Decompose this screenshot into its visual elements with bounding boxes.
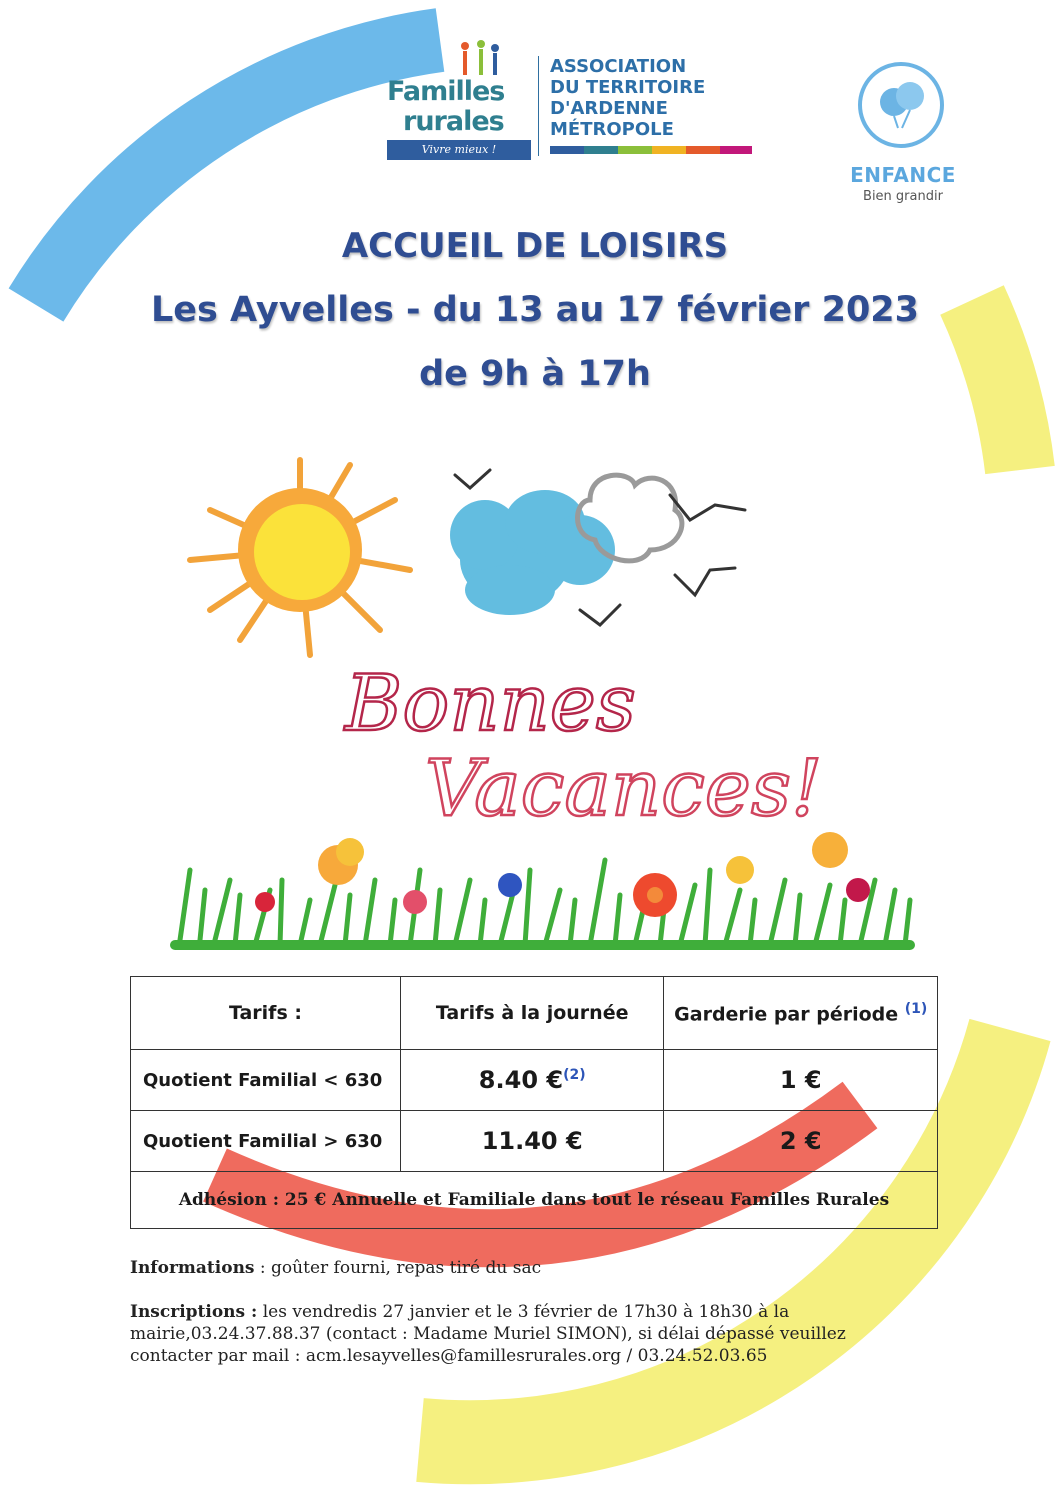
informations-label: Informations [130, 1258, 255, 1278]
row-label: Quotient Familial > 630 [131, 1111, 401, 1172]
page-title: ACCUEIL DE LOISIRS [341, 226, 729, 266]
table-row [131, 1111, 938, 1172]
adhesion-note: Adhésion : 25 € Annuelle et Familiale dans tout le réseau Familles Rurales [131, 1172, 938, 1229]
grass-icon [175, 860, 910, 945]
child-drawing [170, 440, 930, 980]
informations-text: : goûter fourni, repas tiré du sac [254, 1258, 542, 1278]
hours: de 9h à 17h [419, 354, 651, 394]
logo-divider [538, 56, 539, 156]
footnote-1: (1) [904, 1000, 928, 1017]
drawing-text-bonnes: Bonnes [345, 659, 636, 749]
row-garderie-price: 1 € [664, 1050, 938, 1111]
inscriptions-line-2: mairie,03.24.37.88.37 (contact : Madame Muriel SIMON), si délai dépassé veuillez [130, 1324, 846, 1344]
inscriptions-label: Inscriptions : [130, 1302, 258, 1322]
association-name [550, 56, 770, 140]
informations-paragraph [130, 1257, 930, 1279]
header-tarifs-label: Tarifs : [228, 1002, 302, 1024]
location-dates: Les Ayvelles - du 13 au 17 février 2023 [150, 290, 920, 330]
table-header-row [131, 977, 938, 1050]
row-day-price [400, 1050, 664, 1111]
header-journee [400, 977, 664, 1050]
sun-icon [190, 460, 410, 655]
inscriptions-line-1: les vendredis 27 janvier et le 3 février de 17h30 à 18h30 à la [257, 1302, 790, 1322]
association-line-2: DU TERRITOIRE [550, 77, 706, 98]
header-garderie-label: Garderie par période [674, 1003, 899, 1026]
badge-title: ENFANCE [850, 163, 956, 187]
inscriptions-paragraph [130, 1301, 930, 1367]
row-label: Quotient Familial < 630 [131, 1050, 401, 1111]
footnote-2: (2) [563, 1067, 586, 1083]
logo-slogan: Vivre mieux ! [387, 140, 531, 160]
day-price-value: 11.40 € [481, 1127, 583, 1155]
logo-word-rurales: rurales [403, 106, 504, 137]
balloons-icon [858, 62, 944, 148]
row-day-price [400, 1111, 664, 1172]
cloud-icon [450, 490, 615, 615]
familles-rurales-logo [385, 40, 545, 162]
drawing-text-vacances: Vacances! [425, 744, 823, 834]
association-line-3: D'ARDENNE [550, 98, 668, 119]
badge-subtitle: Bien grandir [863, 189, 943, 204]
association-line-1: ASSOCIATION [550, 56, 687, 77]
association-line-4: MÉTROPOLE [550, 119, 674, 140]
tariff-table [130, 976, 938, 1229]
inscriptions-line-3: contacter par mail : acm.lesayvelles@famillesrurales.org / 03.24.52.03.65 [130, 1346, 768, 1366]
table-row [131, 1050, 938, 1111]
logo-word-familles: Familles [387, 76, 505, 107]
color-stripe [550, 146, 752, 154]
header-tarifs [131, 977, 401, 1050]
day-price-value: 8.40 € [478, 1066, 564, 1094]
figures-icon [447, 40, 507, 80]
header-garderie [664, 977, 938, 1050]
table-footer-row [131, 1172, 938, 1229]
row-garderie-price: 2 € [664, 1111, 938, 1172]
header-journee-label: Tarifs à la journée [435, 1002, 629, 1024]
